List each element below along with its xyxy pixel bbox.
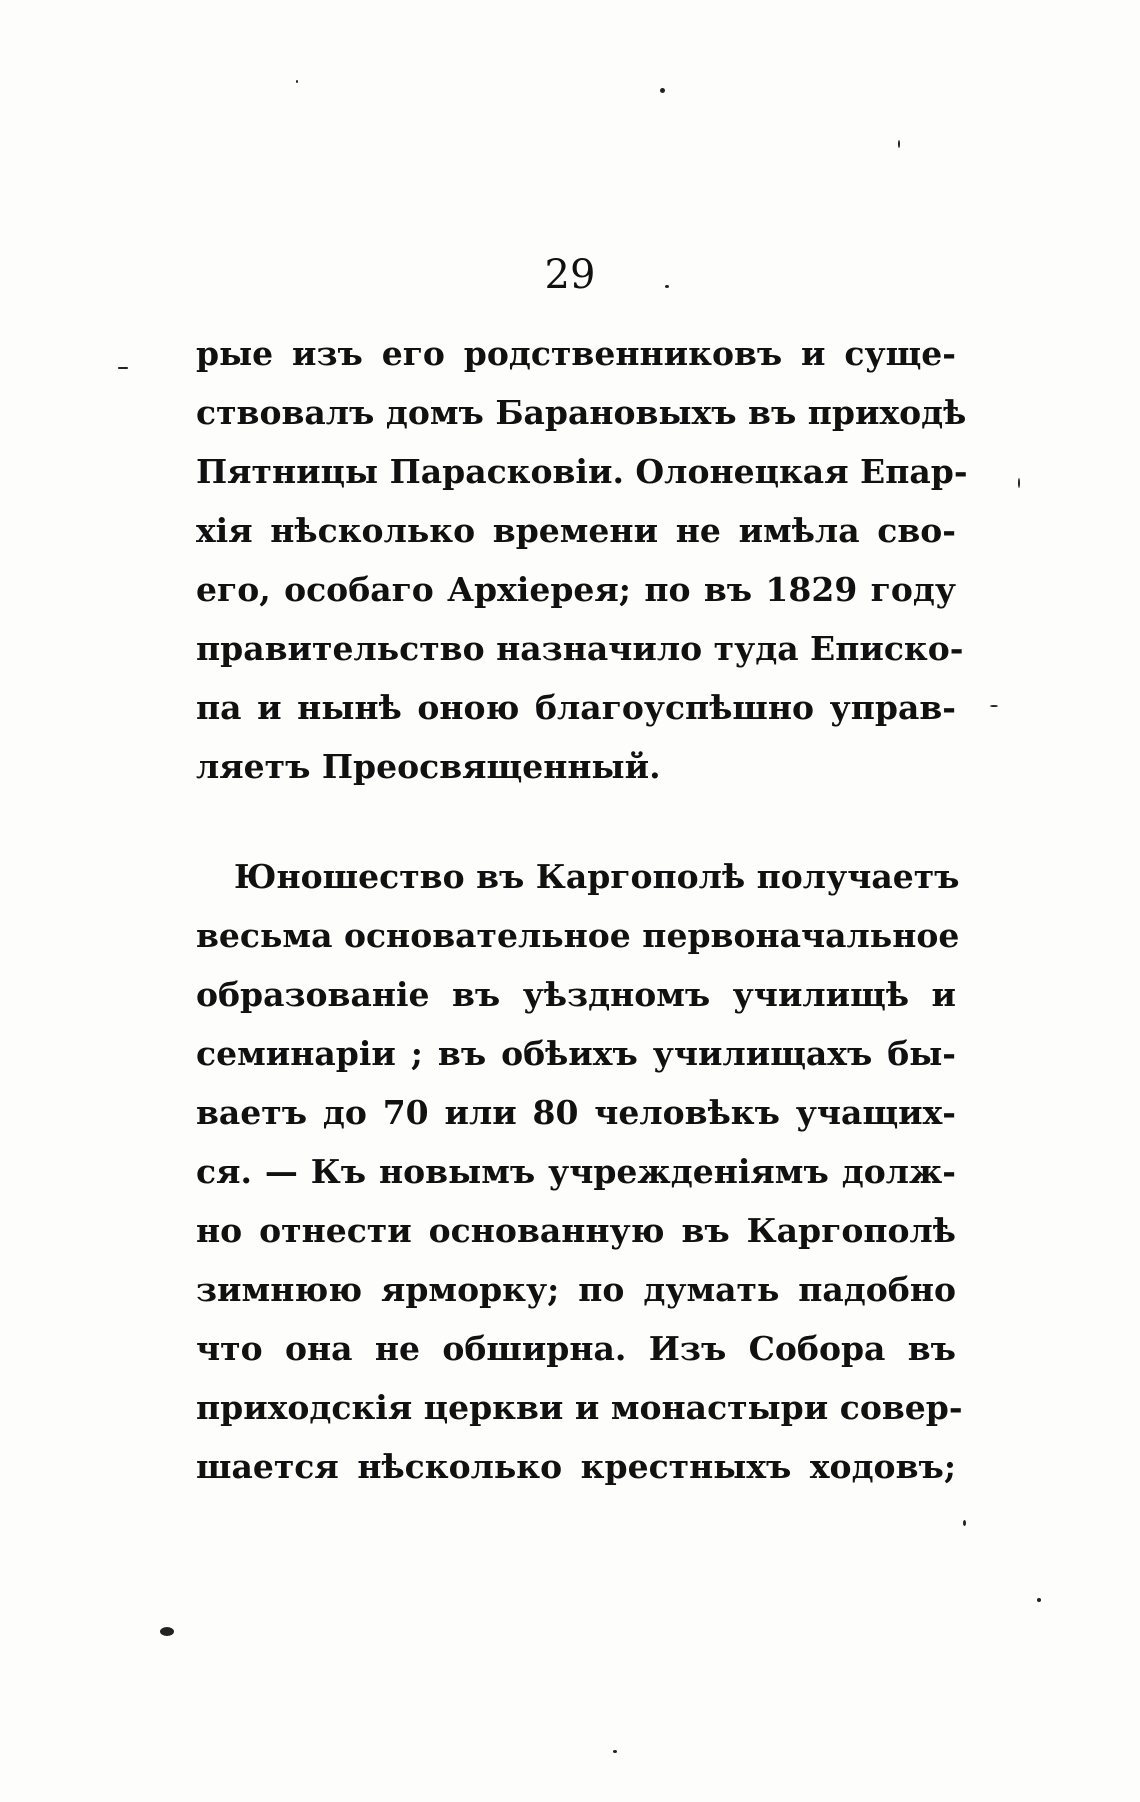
text-line: Пятницы Парасковіи. Олонецкая Епар- <box>196 452 968 491</box>
scan-speck <box>613 1750 617 1753</box>
text-line: его, особаго Архіерея; по въ 1829 году <box>196 570 956 609</box>
scan-speck <box>660 88 665 93</box>
text-line: Юношество въ Каргополѣ получаетъ <box>234 857 960 896</box>
text-line: весьма основательное первоначальное <box>196 916 960 955</box>
text-line: что она не обширна. Изъ Собора въ <box>196 1329 956 1368</box>
scan-speck <box>990 705 998 707</box>
text-line: ствовалъ домъ Барановыхъ въ приходѣ <box>196 393 967 432</box>
scan-speck <box>160 1627 174 1636</box>
text-line: рые изъ его родственниковъ и суще- <box>196 334 956 373</box>
text-line: правительство назначило туда Еписко- <box>196 629 964 668</box>
page-number: 29 <box>544 252 596 298</box>
text-line: хія нѣсколько времени не имѣла сво- <box>196 511 956 550</box>
scan-speck <box>898 140 900 148</box>
text-line: ваетъ до 70 или 80 человѣкъ учащих- <box>196 1093 956 1132</box>
scan-speck <box>665 285 669 288</box>
scan-speck <box>963 1520 966 1526</box>
text-line: шается нѣсколько крестныхъ ходовъ; <box>196 1447 956 1486</box>
scan-speck <box>1037 1598 1041 1602</box>
text-line: па и нынѣ оною благоуспѣшно управ- <box>196 688 956 727</box>
text-line: но отнести основанную въ Каргополѣ <box>196 1211 956 1250</box>
text-line: семинаріи ; въ обѣихъ училищахъ бы- <box>196 1034 956 1073</box>
scan-speck <box>1018 478 1020 488</box>
text-line: приходскія церкви и монастыри совер- <box>196 1388 963 1427</box>
scan-speck <box>296 80 298 83</box>
scan-speck <box>118 367 128 369</box>
text-line: образованіе въ уѣздномъ училищѣ и <box>196 975 956 1014</box>
text-line: ляетъ Преосвященный. <box>196 747 661 786</box>
text-line: зимнюю ярморку; по думать падобно <box>196 1270 956 1309</box>
text-line: ся. — Къ новымъ учрежденіямъ долж- <box>196 1152 956 1191</box>
